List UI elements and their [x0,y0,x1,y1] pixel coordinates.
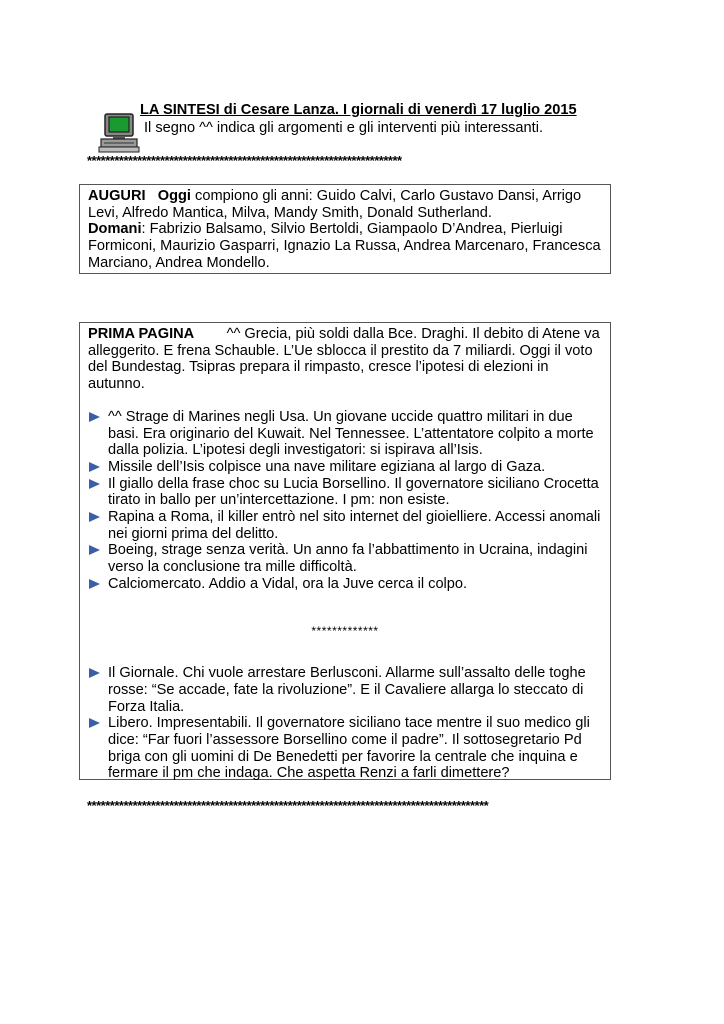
auguri-box [79,184,611,274]
press-list [88,665,602,782]
list-item: Calciomercato. Addio a Vidal, ora la Juve cerca il colpo. [88,576,602,593]
list-item: ^^ Strage di Marines negli Usa. Un giovane uccide quattro militari in due basi. Era originario del Kuwait. Nel Tennessee. L’attentatore colpito a morte dalla polizia. L’ipotesi degli investigatori: si ispirava all’Isis. [88,409,602,459]
arrow-bullet-icon [89,479,100,489]
page-title: LA SINTESI di Cesare Lanza. I giornali di venerdì 17 luglio 2015 [140,102,577,118]
separator-stars: ************* [311,623,379,638]
prima-pagina-box [79,322,611,780]
subtitle: Il segno ^^ indica gli argomenti e gli interventi più interessanti. [144,120,544,136]
arrow-bullet-icon [89,412,100,422]
arrow-bullet-icon [89,512,100,522]
divider-stars-top: ********************************************************************* [87,153,402,168]
arrow-bullet-icon [89,579,100,589]
news-list [88,409,602,593]
domani-label: Domani [88,221,142,238]
list-item: Missile dell’Isis colpisce una nave militare egiziana al largo di Gaza. [88,459,602,476]
auguri-label: AUGURI [88,188,146,204]
oggi-text: compiono gli anni: Guido Calvi, Carlo Gustavo Dansi, Arrigo Levi, Alfredo Mantica, Milva, Mandy Smith, Donald Sutherland. [88,188,582,221]
list-item: Libero. Impresentabili. Il governatore siciliano tace mentre il suo medico gli dice: “Far fuori l’assessore Borsellino come il padre”. Il sottosegretario Pd briga con gli uomini di De Benedetti per favorire la centrale che inquina e fermare il pm che indaga. Che aspetta Renzi a farli dimettere? [88,715,602,782]
arrow-bullet-icon [89,668,100,678]
computer-icon [98,112,140,154]
prima-pagina-lead-paragraph [88,326,602,393]
list-item: Boeing, strage senza verità. Un anno fa l’abbattimento in Ucraina, indagini verso la conclusione tra mille difficoltà. [88,542,602,575]
oggi-label: Oggi [157,188,191,204]
auguri-oggi-paragraph [88,188,602,221]
list-item: Rapina a Roma, il killer entrò nel sito internet del gioielliere. Accessi anomali nei giorni prima del delitto. [88,509,602,542]
prima-pagina-label: PRIMA PAGINA [88,326,195,342]
domani-text: : Fabrizio Balsamo, Silvio Bertoldi, Giampaolo D’Andrea, Pierluigi Formiconi, Maurizio Gasparri, Ignazio La Russa, Andrea Marcenaro, Francesca Marciano, Andrea Mondello. [88,221,601,271]
list-item: Il giallo della frase choc su Lucia Borsellino. Il governatore siciliano Crocetta tirato in ballo per un’intercettazione. I pm: non esiste. [88,476,602,509]
divider-stars-bottom: **************************************************************************************** [87,798,489,813]
list-item: Il Giornale. Chi vuole arrestare Berlusconi. Allarme sull’assalto delle toghe rosse: “Se accade, fate la rivoluzione”. E il Cavaliere allarga lo steccato di Forza Italia. [88,665,602,715]
prima-pagina-lead: ^^ Grecia, più soldi dalla Bce. Draghi. Il debito di Atene va alleggerito. E frena Schauble. L’Ue sblocca il prestito da 7 miliardi. Oggi il voto del Bundestag. Tsipras prepara il rimpasto, cresce l’ipotesi di elezioni in autunno. [88,326,600,393]
arrow-bullet-icon [89,718,100,728]
auguri-domani-paragraph [88,221,602,271]
arrow-bullet-icon [89,462,100,472]
arrow-bullet-icon [89,545,100,555]
